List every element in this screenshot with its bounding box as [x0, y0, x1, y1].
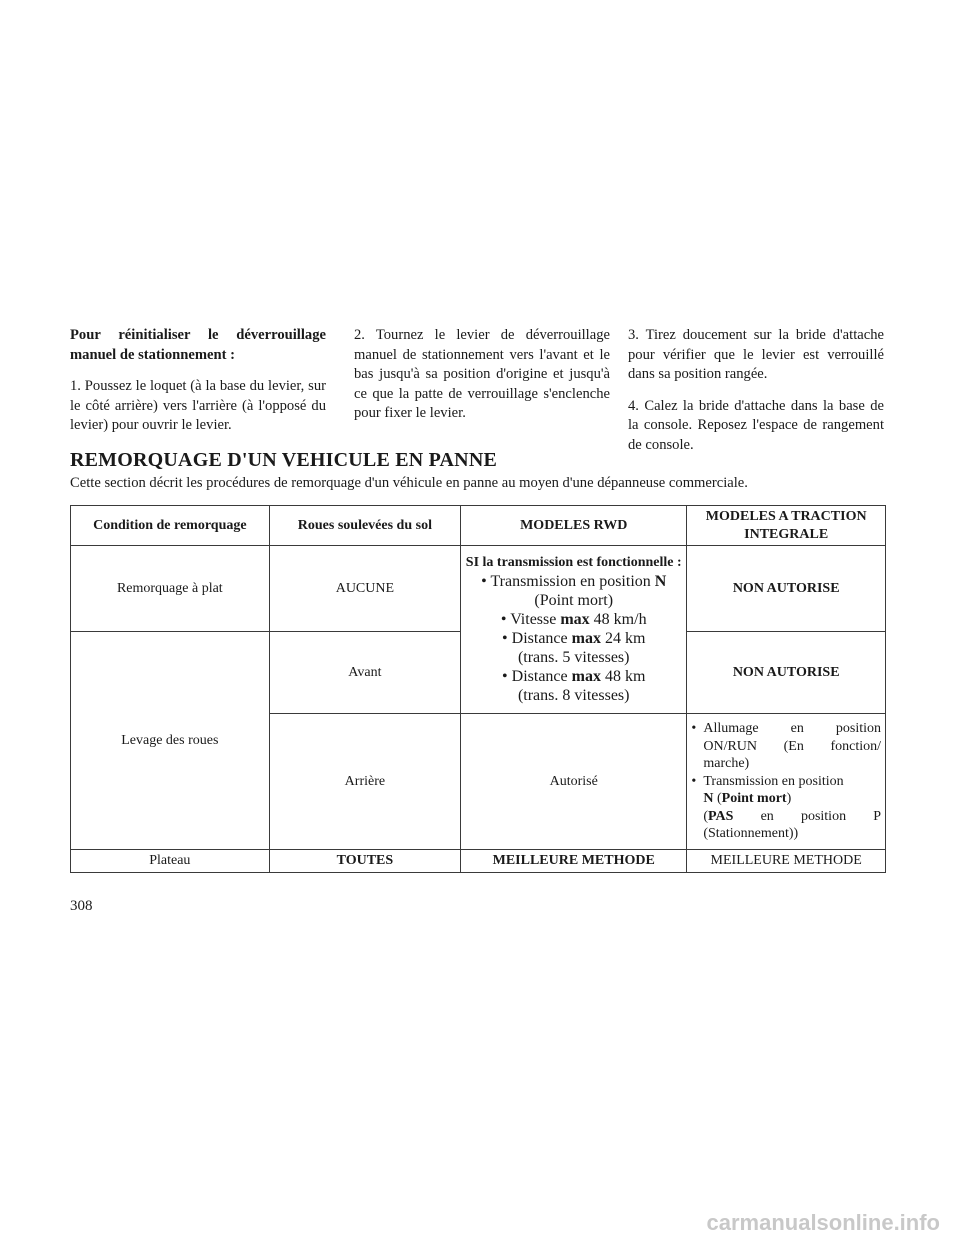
- rwd-item1-bold: N: [654, 572, 667, 590]
- cell-wheel-lift-condition: Levage des roues: [71, 632, 270, 850]
- rwd-item1-sub: (Point mort): [534, 591, 614, 609]
- cell-front-awd: NON AUTORISE: [687, 632, 886, 714]
- rwd-item1-text: Transmission en position: [490, 572, 651, 590]
- cell-rwd-conditions: [461, 546, 687, 714]
- cell-front-wheels: Avant: [269, 632, 460, 714]
- column-1: [70, 326, 326, 448]
- section-intro: Cette section décrit les procédures de remorquage d'un véhicule en panne au moyen d'une dépanneuse commerciale.: [70, 475, 748, 491]
- step-3: 3. Tirez doucement sur la bride d'attache pour vérifier que le levier est verrouillé dans sa position rangée.: [628, 327, 884, 382]
- header-wheels: Roues soulevées du sol: [269, 506, 460, 546]
- cell-flatbed-awd: MEILLEURE METHODE: [687, 850, 886, 873]
- rwd-item-distance-8: • Distance max 48 km (trans. 8 vitesses): [502, 667, 646, 704]
- rwd-item2-value: 48 km/h: [593, 610, 647, 628]
- towing-table: [70, 505, 886, 873]
- rear-awd-ignition: • Allumage en position ON/RUN (En fonction/ marche): [691, 720, 881, 773]
- header-condition: Condition de remorquage: [71, 506, 270, 546]
- cell-flatbed-wheels: TOUTES: [269, 850, 460, 873]
- rwd-item3-text: Distance: [511, 629, 568, 647]
- cell-rear-awd: [687, 714, 886, 850]
- page-number: 308: [70, 898, 93, 914]
- cell-flat-condition: Remorquage à plat: [71, 546, 270, 632]
- cell-rear-rwd: Autorisé: [461, 714, 687, 850]
- cell-flatbed-rwd: MEILLEURE METHODE: [461, 850, 687, 873]
- header-awd: MODELES A TRACTION INTEGRALE: [687, 506, 886, 546]
- rwd-item-speed: • Vitesse max 48 km/h: [500, 610, 647, 628]
- table-header-row: [71, 506, 886, 546]
- rear-awd-trans-rest: en position P (Stationnement)): [703, 808, 882, 842]
- rwd-item4-text: Distance: [511, 667, 568, 685]
- table-row-flat: [71, 546, 886, 632]
- rear-awd-trans-pm: Point mort: [721, 791, 787, 807]
- rear-awd-trans-text: Transmission en position: [703, 773, 844, 789]
- cell-rear-wheels: Arrière: [269, 714, 460, 850]
- rwd-item4-bold: max: [571, 667, 601, 685]
- rear-awd-list: [691, 720, 881, 843]
- watermark: carmanualsonline.info: [706, 1210, 940, 1235]
- rear-awd-transmission: • Transmission en position N (Point mort) (PAS en position P (Stationnement)): [691, 773, 881, 843]
- cell-flat-wheels: AUCUNE: [269, 546, 460, 632]
- rwd-item2-text: Vitesse: [510, 610, 557, 628]
- table-row-flatbed: [71, 850, 886, 873]
- column-2: [354, 326, 610, 436]
- rear-awd-trans-pas: PAS: [708, 808, 734, 824]
- column-3: [628, 326, 884, 467]
- step-1: 1. Poussez le loquet (à la base du levier, sur le côté arrière) vers l'arrière (à l'opposé du levier) pour ouvrir le levier.: [70, 378, 326, 433]
- rwd-item3-value: 24 km: [604, 629, 646, 647]
- rwd-item3-sub: (trans. 5 vitesses): [517, 648, 630, 666]
- cell-flatbed-condition: Plateau: [71, 850, 270, 873]
- rwd-item3-bold: max: [571, 629, 601, 647]
- rwd-item2-bold: max: [560, 610, 590, 628]
- rwd-item-distance-5: • Distance max 24 km (trans. 5 vitesses): [502, 629, 646, 666]
- reset-heading: Pour réinitialiser le déverrouillage manuel de stationnement :: [70, 327, 326, 363]
- rwd-item4-sub: (trans. 8 vitesses): [517, 686, 630, 704]
- section-title: REMORQUAGE D'UN VEHICULE EN PANNE: [70, 449, 498, 471]
- rwd-item4-value: 48 km: [604, 667, 646, 685]
- rear-awd-trans-n: N: [703, 791, 714, 807]
- rwd-conditions-heading: SI la transmission est fonctionnelle :: [465, 555, 682, 571]
- rwd-item-transmission: • Transmission en position N (Point mort): [481, 572, 667, 609]
- step-2: 2. Tournez le levier de déverrouillage manuel de stationnement vers l'avant et le bas jusqu'à sa position d'origine et jusqu'à ce que la patte de verrouillage s'enclenche pour fixer le levier.: [354, 327, 610, 421]
- step-4: 4. Calez la bride d'attache dans la base de la console. Reposez l'espace de rangement de console.: [628, 397, 884, 453]
- cell-flat-awd: NON AUTORISE: [687, 546, 886, 632]
- header-rwd: MODELES RWD: [461, 506, 687, 546]
